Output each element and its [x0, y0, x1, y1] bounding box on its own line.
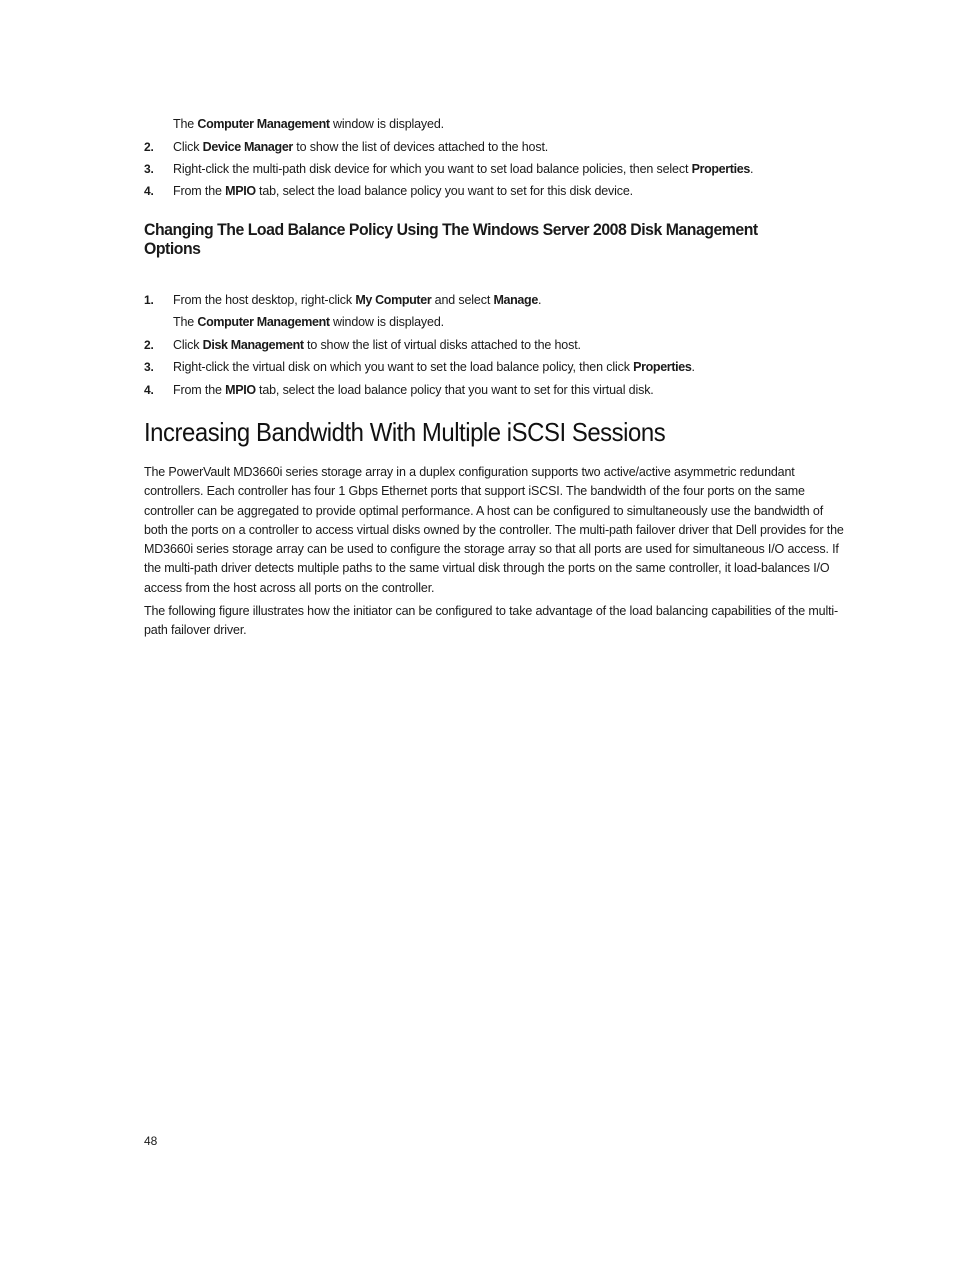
text-fragment: The: [173, 315, 198, 329]
text-fragment: From the: [173, 184, 226, 198]
step-text: [173, 336, 581, 355]
step-number: 4.: [144, 184, 154, 198]
step-text: [173, 138, 548, 157]
step-number: 2.: [144, 338, 154, 352]
text-fragment: window is displayed.: [329, 315, 444, 329]
text-fragment: Right-click the virtual disk on which you want to set the load balance policy, then click: [173, 360, 634, 374]
ui-term: My Computer: [355, 293, 432, 307]
step-text: [173, 182, 633, 201]
ui-term: Device Manager: [202, 140, 293, 154]
ui-term: MPIO: [225, 383, 256, 397]
ui-term: Properties: [633, 360, 692, 374]
body-paragraph: The PowerVault MD3660i series storage array in a duplex configuration supports two active/active asymmetric redundant controllers. Each controller has four 1 Gbps Ethernet ports that support iSCSI. The bandwidth of the four ports on the same controller can be aggregated to provide optimal performance. A host can be configured to simultaneously use the bandwidth of both the ports on a controller to access virtual disks owned by the controller. The multi-path failover driver that Dell provides for the MD3660i series storage array can be used to configure the storage array so that all ports are used for simultaneous I/O access. If the multi-path driver detects multiple paths to the same virtual disk through the ports on the same controller, it load-balances I/O access from the host across all ports on the controller.: [144, 465, 844, 595]
main-heading: Increasing Bandwidth With Multiple iSCSI Sessions: [144, 417, 666, 447]
text-fragment: tab, select the load balance policy you want to set for this disk device.: [255, 184, 633, 198]
step-text: [173, 358, 695, 377]
page-number: 48: [144, 1134, 158, 1148]
ui-term: Manage: [493, 293, 538, 307]
text-fragment: and select: [431, 293, 494, 307]
step-number: 4.: [144, 383, 154, 397]
text-fragment: to show the list of virtual disks attached to the host.: [303, 338, 581, 352]
step-number: 3.: [144, 360, 154, 374]
ui-term: Computer Management: [197, 315, 330, 329]
text-fragment: Click: [173, 338, 203, 352]
ui-term: Computer Management: [197, 117, 330, 131]
step-continuation-text: [173, 313, 444, 332]
text-fragment: From the host desktop, right-click: [173, 293, 356, 307]
ui-term: MPIO: [225, 184, 256, 198]
body-paragraph: The following figure illustrates how the initiator can be configured to take advantage of the load balancing capabilities of the multi-path failover driver.: [144, 604, 839, 638]
text-fragment: .: [691, 360, 695, 374]
step-text: [173, 160, 753, 179]
ui-term: Properties: [691, 162, 750, 176]
text-fragment: From the: [173, 383, 226, 397]
text-fragment: .: [537, 293, 542, 307]
ui-term: Disk Management: [202, 338, 304, 352]
step-number: 2.: [144, 140, 154, 154]
step-number: 1.: [144, 293, 154, 307]
text-fragment: Right-click the multi-path disk device for which you want to set load balance policies, then select: [173, 162, 692, 176]
step-text: [173, 291, 541, 310]
text-fragment: tab, select the load balance policy that you want to set for this virtual disk.: [255, 383, 654, 397]
text-fragment: to show the list of devices attached to the host.: [292, 140, 549, 154]
section-heading: Changing The Load Balance Policy Using The Windows Server 2008 Disk Management Options: [144, 220, 758, 258]
step-continuation-text: [173, 115, 444, 134]
step-text: [173, 381, 654, 400]
text-fragment: .: [749, 162, 754, 176]
text-fragment: window is displayed.: [329, 117, 444, 131]
step-number: 3.: [144, 162, 154, 176]
text-fragment: Click: [173, 140, 203, 154]
text-fragment: The: [173, 117, 198, 131]
